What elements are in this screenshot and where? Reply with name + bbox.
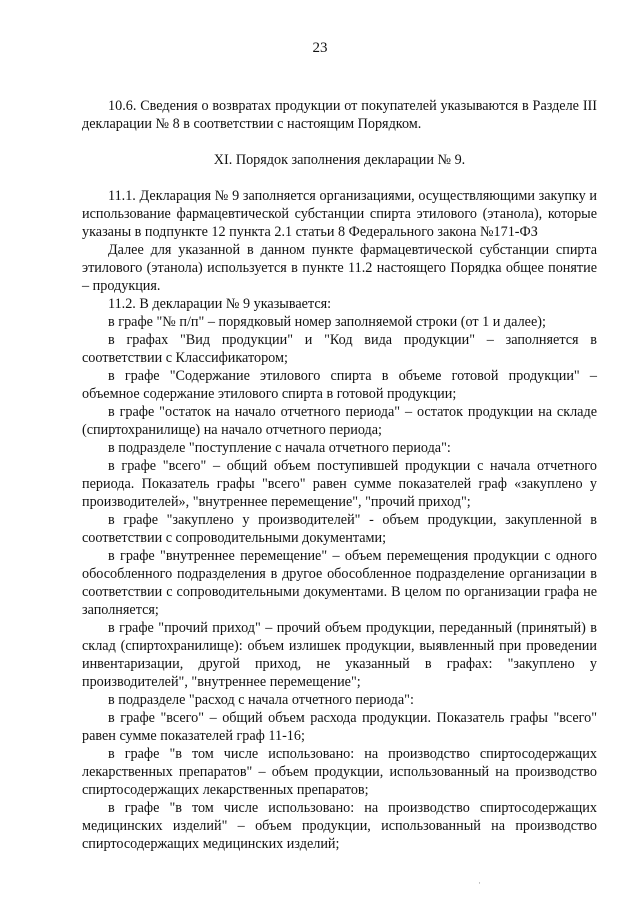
list-item-podrazdel-rashod: в подразделе "расход с начала отчетного периода": bbox=[108, 692, 414, 708]
list-item-vsego-postuplenie: в графе "всего" – общий объем поступившей продукции с начала отчетного периода. Показатель графы "всего" равен сумме показателей граф «закуплено у производителей», "внутреннее перемещение", "прочий приход"; bbox=[82, 458, 597, 510]
list-item-podrazdel-postuplenie: в подразделе "поступление с начала отчетного периода": bbox=[108, 440, 451, 456]
list-item-ispolzovano-izdeliya: в графе "в том числе использовано: на производство спиртосодержащих медицинских изделий" – объем продукции, использованный на производство спиртосодержащих медицинских изделий; bbox=[82, 800, 597, 852]
section-heading: XI. Порядок заполнения декларации № 9. bbox=[213, 152, 466, 168]
list-item-soderzhanie: в графе "Содержание этилового спирта в объеме готовой продукции" – объемное содержание этилового спирта в готовой продукции; bbox=[82, 368, 597, 402]
list-item-np: в графе "№ п/п" – порядковый номер заполняемой строки (от 1 и далее); bbox=[108, 314, 546, 330]
list-item-vsego-rashod: в графе "всего" – общий объем расхода продукции. Показатель графы "всего" равен сумме показателей граф 11-16; bbox=[82, 710, 597, 744]
document-body bbox=[82, 97, 597, 853]
list-item-vid-produkcii: в графах "Вид продукции" и "Код вида продукции" – заполняется в соответствии с Классификатором; bbox=[82, 332, 597, 366]
list-item-ostatok: в графе "остаток на начало отчетного периода" – остаток продукции на складе (спиртохранилище) на начало отчетного периода; bbox=[82, 404, 597, 438]
paragraph-11-2: 11.2. В декларации № 9 указывается: bbox=[108, 296, 332, 312]
list-item-vnutrennee-peremeshchenie: в графе "внутреннее перемещение" – объем перемещения продукции с одного обособленного подразделения в другое обособленное подразделение организации в соответствии с сопроводительными документами. В целом по организации графа не заполняется; bbox=[82, 548, 597, 618]
list-item-zakupleno: в графе "закуплено у производителей" - объем продукции, закупленной в соответствии с сопроводительными документами; bbox=[82, 512, 597, 546]
paragraph-10-6: 10.6. Сведения о возвратах продукции от покупателей указываются в Разделе III декларации № 8 в соответствии с настоящим Порядком. bbox=[82, 98, 597, 132]
page-number: 23 bbox=[312, 40, 328, 56]
list-item-ispolzovano-preparaty: в графе "в том числе использовано: на производство спиртосодержащих лекарственных препаратов" – объем продукции, использованный на производство спиртосодержащих лекарственных препаратов; bbox=[82, 746, 597, 798]
paragraph-11-1: 11.1. Декларация № 9 заполняется организациями, осуществляющими закупку и использование фармацевтической субстанции спирта этилового (этанола), которые указаны в подпункте 12 пункта 2.1 статьи 8 Федерального закона №171-ФЗ bbox=[82, 188, 597, 240]
paragraph-11-1-continuation: Далее для указанной в данном пункте фармацевтической субстанции спирта этилового (этанола) используется в пункте 11.2 настоящего Порядка общее понятие – продукция. bbox=[82, 242, 597, 294]
scan-speck: · bbox=[478, 878, 481, 888]
list-item-prochiy-prihod: в графе "прочий приход" – прочий объем продукции, переданный (принятый) в склад (спиртохранилище): объем излишек продукции, выявленный при проведении инвентаризации, другой приход, не указанный в графах: "закуплено у производителей", "внутреннее перемещение"; bbox=[82, 620, 597, 690]
